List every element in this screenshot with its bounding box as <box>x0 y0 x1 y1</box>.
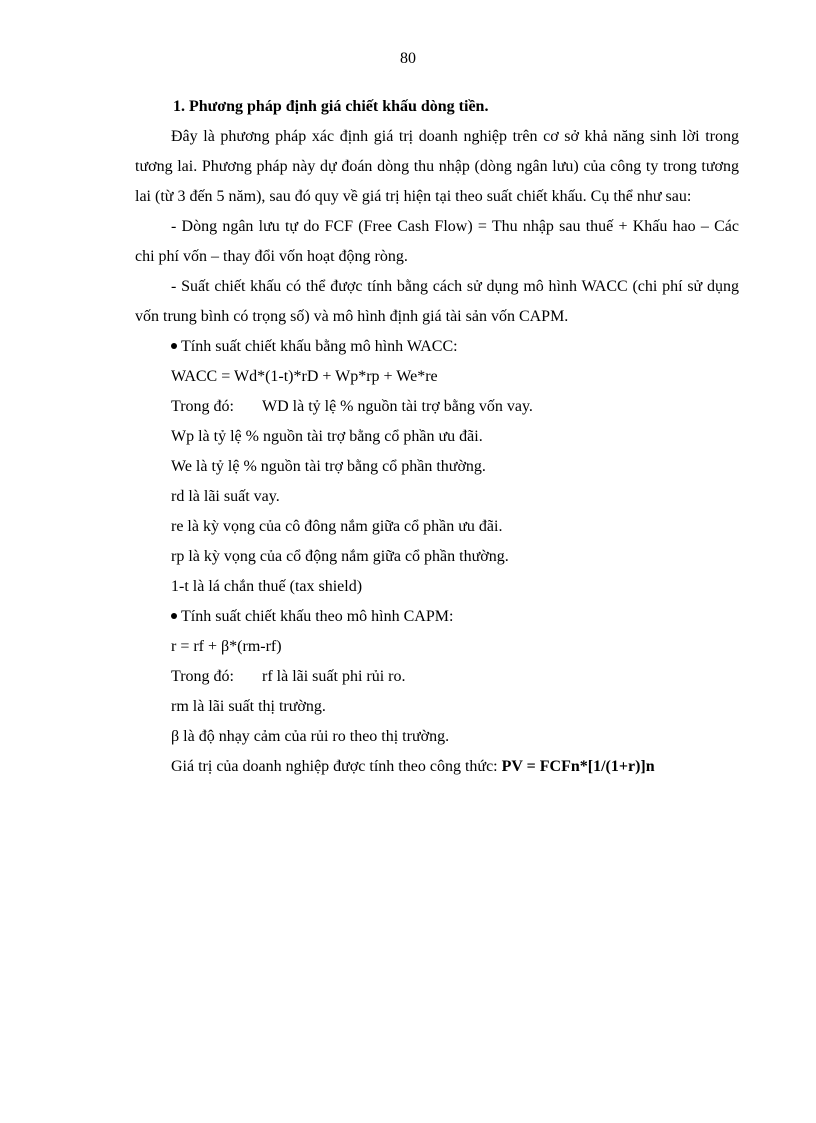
wacc-item: rp là kỳ vọng của cổ động nắm giữa cổ phần thường. <box>171 548 509 565</box>
intro-paragraph: Đây là phương pháp xác định giá trị doanh nghiệp trên cơ sở khả năng sinh lời trong tương lai. Phương pháp này dự đoán dòng thu nhập (dòng ngân lưu) của công ty trong tương lai (từ 3 đến 5 năm), sau đó quy về giá trị hiện tại theo suất chiết khấu. Cụ thể như sau: <box>135 128 739 205</box>
capm-item: rm là lãi suất thị trường. <box>171 698 326 715</box>
wacc-item: We là tỷ lệ % nguồn tài trợ bằng cổ phần thường. <box>171 458 486 475</box>
bullet-icon <box>171 613 177 619</box>
capm-where: Trong đó: rf là lãi suất phi rủi ro. <box>171 668 406 685</box>
capm-heading: Tính suất chiết khấu theo mô hình CAPM: <box>135 602 739 632</box>
wacc-item: rd là lãi suất vay. <box>171 488 280 505</box>
discount-paragraph: - Suất chiết khấu có thể được tính bằng cách sử dụng mô hình WACC (chi phí sử dụng vốn trung bình có trọng số) và mô hình định giá tài sản vốn CAPM. <box>135 278 739 325</box>
pv-formula: PV = FCFn*[1/(1+r)]n <box>501 758 655 775</box>
page-number: 80 <box>400 50 416 67</box>
wacc-item: Wp là tỷ lệ % nguồn tài trợ bằng cổ phần ưu đãi. <box>171 428 483 445</box>
wacc-where: Trong đó: WD là tỷ lệ % nguồn tài trợ bằng vốn vay. <box>171 398 533 415</box>
wacc-formula: WACC = Wd*(1-t)*rD + Wp*rp + We*re <box>171 368 438 385</box>
bullet-icon <box>171 343 177 349</box>
document-body <box>135 92 739 782</box>
capm-item: β là độ nhạy cảm của rủi ro theo thị trường. <box>171 728 450 745</box>
wacc-item: re là kỳ vọng của cô đông nắm giữa cổ phần ưu đãi. <box>171 518 503 535</box>
fcf-paragraph: - Dòng ngân lưu tự do FCF (Free Cash Flow) = Thu nhập sau thuế + Khấu hao – Các chi phí vốn – thay đổi vốn hoạt động ròng. <box>135 218 739 265</box>
capm-formula: r = rf + β*(rm-rf) <box>171 638 282 655</box>
wacc-item: 1-t là lá chắn thuế (tax shield) <box>171 578 363 595</box>
section-heading: 1. Phương pháp định giá chiết khấu dòng tiền. <box>173 98 489 115</box>
pv-line: Giá trị của doanh nghiệp được tính theo công thức: PV = FCFn*[1/(1+r)]n <box>171 758 655 775</box>
wacc-heading: Tính suất chiết khấu bằng mô hình WACC: <box>135 332 739 362</box>
